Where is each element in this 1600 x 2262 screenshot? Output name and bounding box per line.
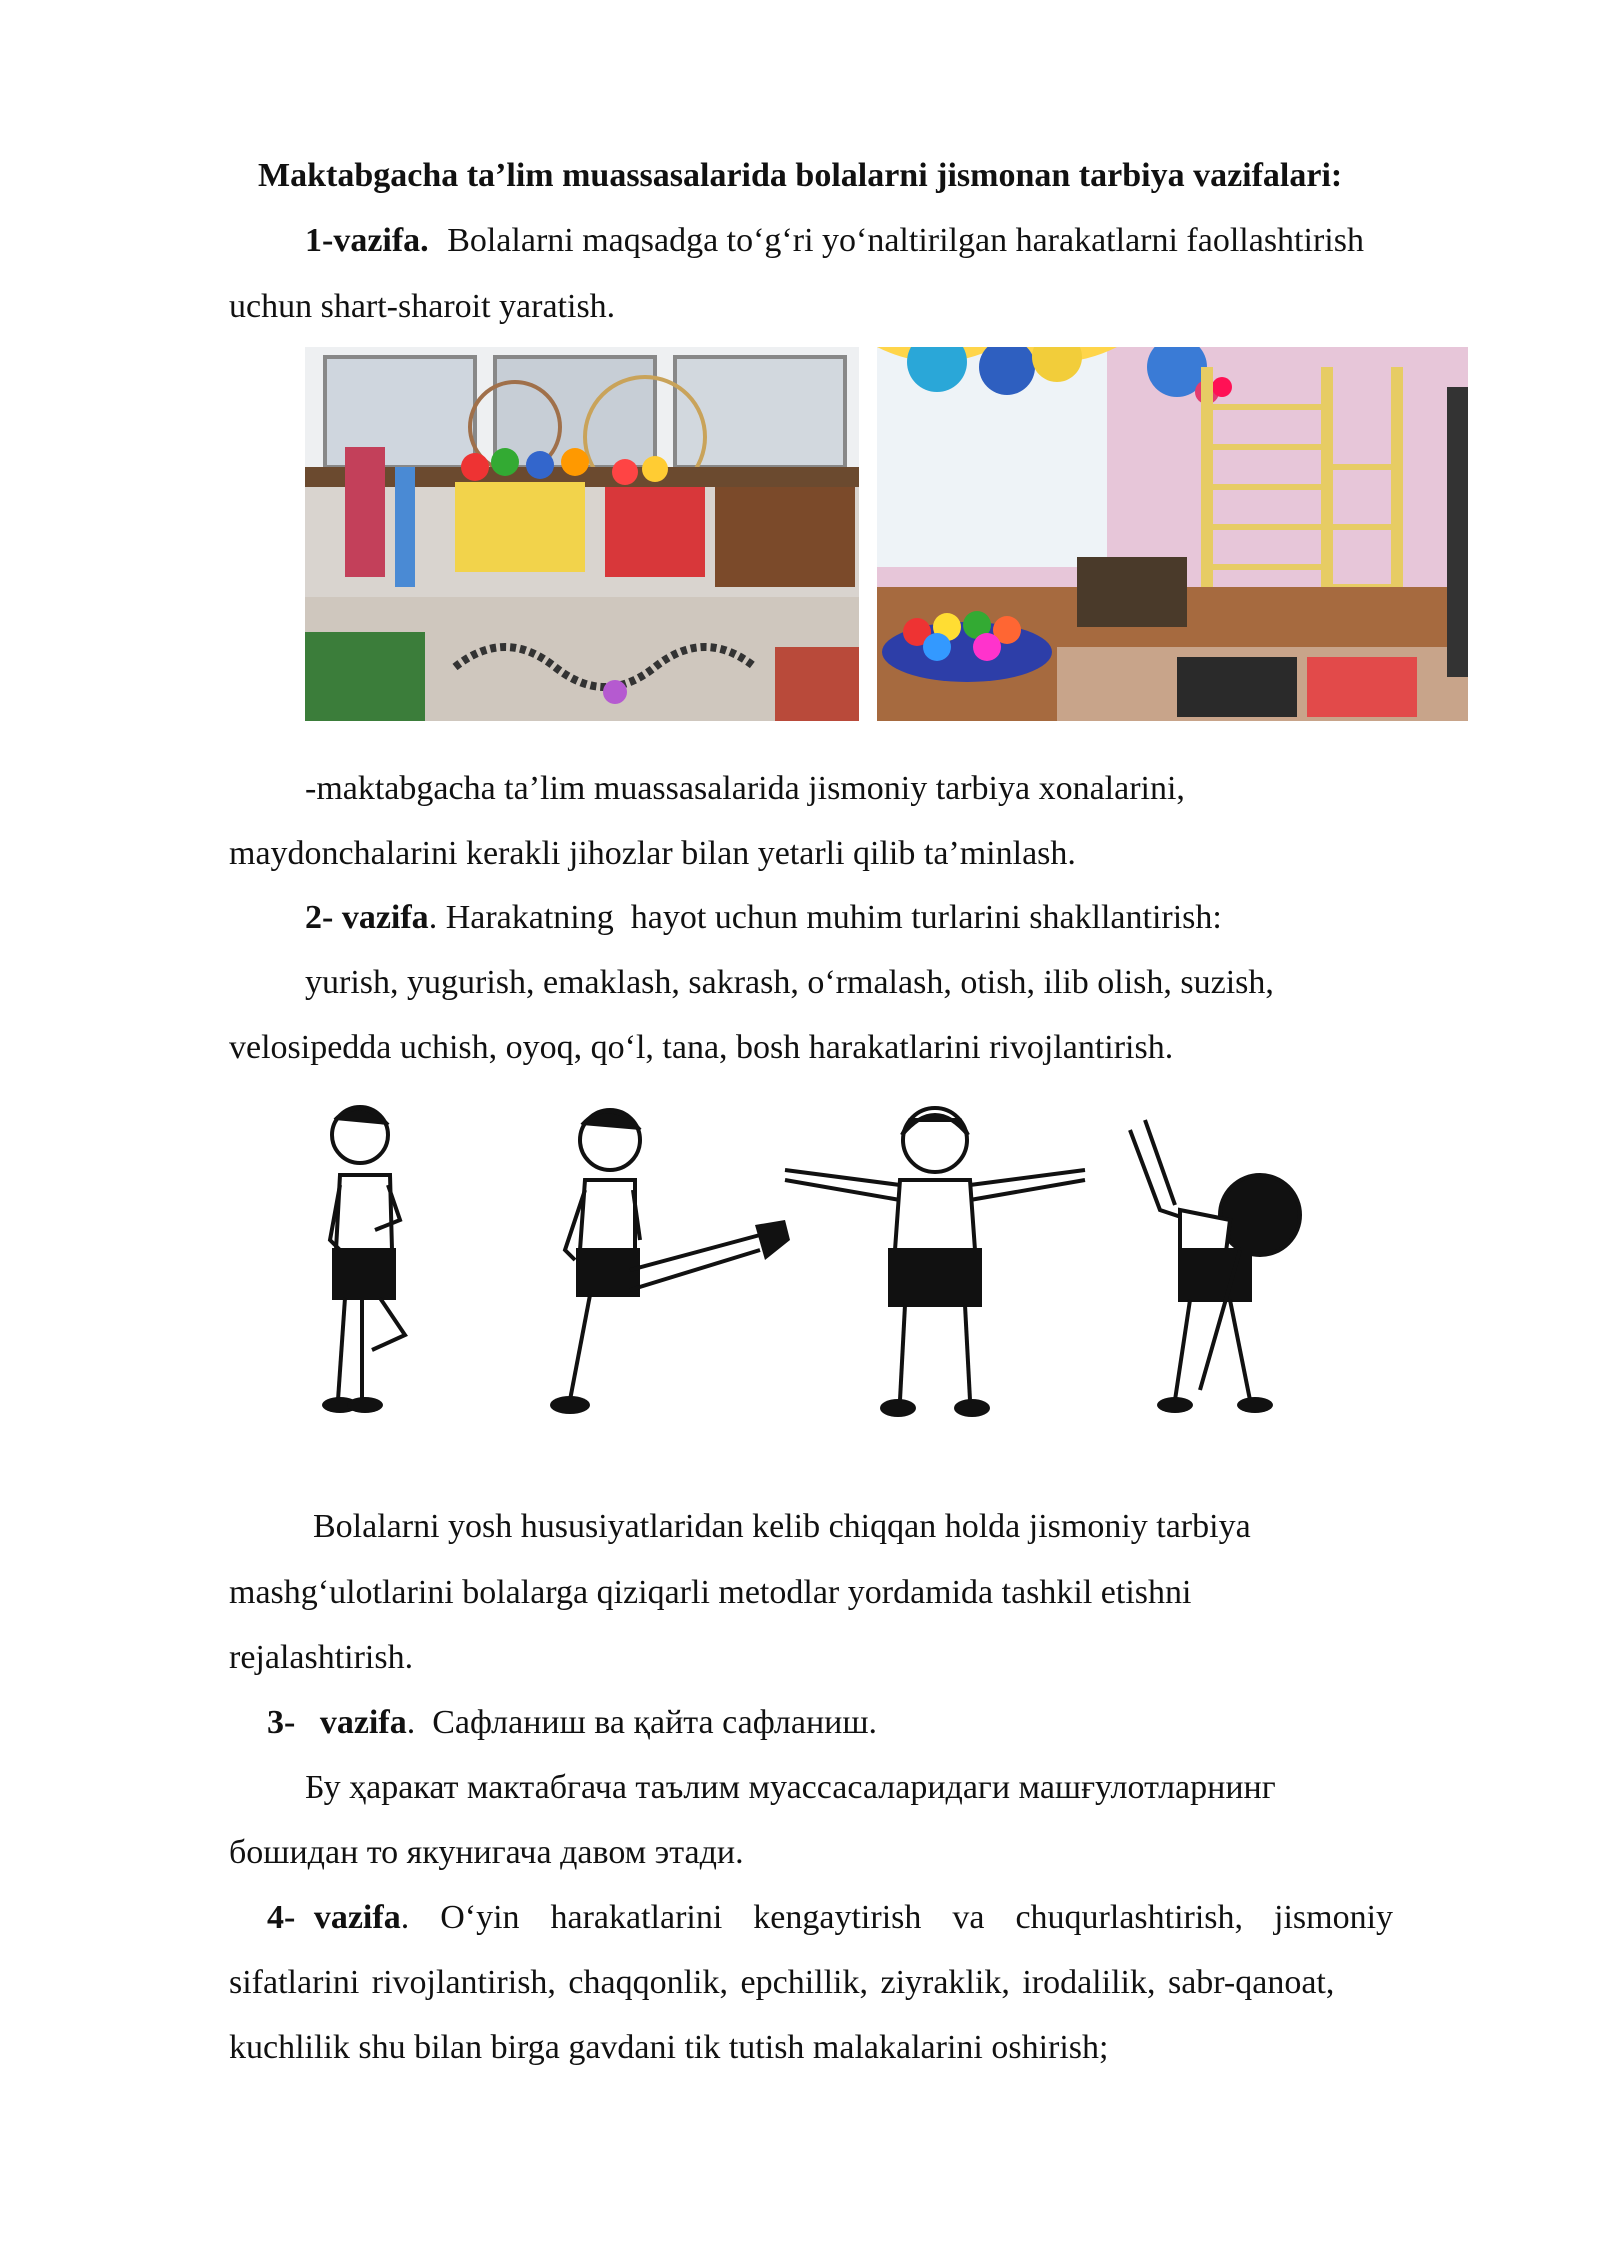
task1-line2: uchun shart-sharoit yaratish. [229,288,616,325]
task2-list-line2: velosipedda uchish, oyoq, qo‘l, tana, bosh harakatlarini rivojlantirish. [229,1029,1174,1066]
equipment-shelf-photo [305,347,859,721]
task2-list-line1: yurish, yugurish, emaklash, sakrash, o‘rmalash, otish, ilib olish, suzish, [305,964,1274,1001]
gym-room-photo [877,347,1468,721]
exercise-leg-kick-figure [530,1100,800,1430]
task3-text: . Сафланиш ва қайта сафланиш. [406,1704,878,1741]
planning-line2: mashg‘ulotlarini bolalarga qiziqarli metodlar yordamida tashkil etishni [229,1574,1192,1611]
page-title: Maktabgacha ta’lim muassasalarida bolalarni jismonan tarbiya vazifalari: [258,157,1343,194]
task3-line [267,1703,877,1743]
planning-line1: Bolalarni yosh hususiyatlaridan kelib chiqqan holda jismoniy tarbiya [313,1508,1251,1545]
task3-num: 3- [267,1704,296,1741]
equipment-line2: maydonchalarini kerakli jihozlar bilan yetarli qilib ta’minlash. [229,835,1076,872]
task4-line3: kuchlilik shu bilan birga gavdani tik tutish malakalarini oshirish; [229,2029,1109,2066]
task4-line1 [267,1898,1485,1938]
planning-line3: rejalashtirish. [229,1639,414,1676]
task1-line1 [305,221,1364,261]
task1-label: 1-vazifa. [305,222,429,259]
exercise-arms-out-figure [780,1100,1090,1430]
task2-line [305,898,1222,938]
task4-text: . O‘yin harakatlarini kengaytirish va chuqurlashtirish, jismoniy [400,1899,1394,1936]
task4-line2: sifatlarini rivojlantirish, chaqqonlik, epchillik, ziyraklik, irodalilik, sabr-qanoat, [229,1964,1335,2001]
task4-label: vazifa [313,1899,401,1936]
task2-text: . Harakatning hayot uchun muhim turlarini shakllantirish: [428,899,1222,936]
equipment-line1: -maktabgacha ta’lim muassasalarida jismoniy tarbiya xonalarini, [305,770,1185,807]
task3-desc-line2: бошидан то якунигача давом этади. [229,1834,744,1871]
task3-label: vazifa [319,1704,407,1741]
task3-desc-line1: Бу ҳаракат мактабгача таълим муассасаларидаги машғулотларнинг [305,1769,1276,1806]
task1-text: Bolalarni maqsadga to‘g‘ri yo‘naltirilgan harakatlarni faollashtirish [447,222,1364,259]
exercise-toe-touch-figure [1120,1100,1320,1430]
task4-num: 4- [267,1899,296,1936]
task2-label: 2- vazifa [305,899,429,936]
exercise-knee-raise-figure [300,1100,440,1430]
